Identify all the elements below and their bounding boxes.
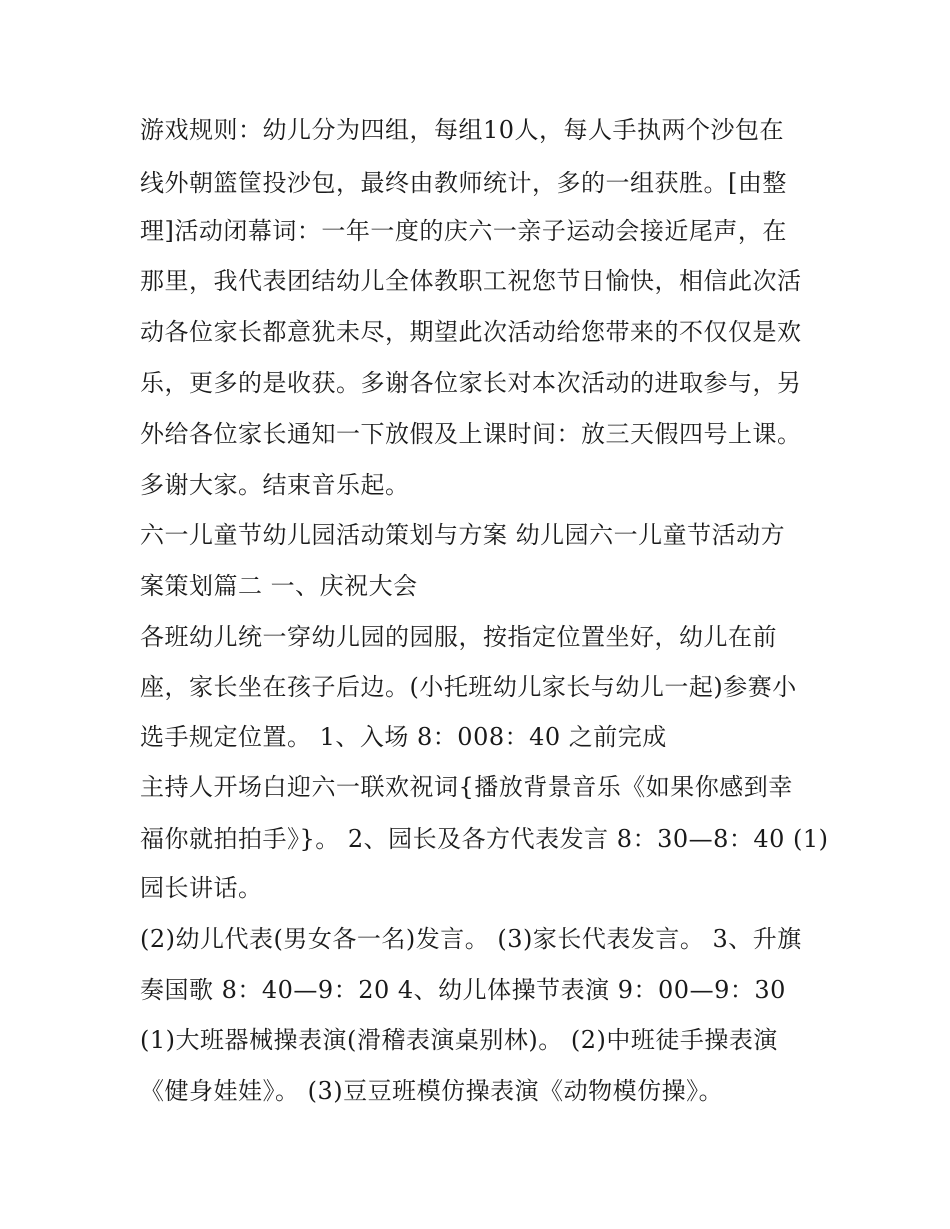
text-line: 那里，我代表团结幼儿全体教职工祝您节日愉快，相信此次活 bbox=[140, 267, 802, 295]
text-line: 乐，更多的是收获。多谢各位家长对本次活动的进取参与，另 bbox=[140, 369, 802, 397]
text-line: 奏国歌 8：40—9：20 4、幼儿体操节表演 9：00—9：30 bbox=[140, 976, 786, 1004]
text-line: (2)幼儿代表(男女各一名)发言。 (3)家长代表发言。 3、升旗 bbox=[140, 925, 802, 953]
section-heading-line: 案策划篇二 一、庆祝大会 bbox=[140, 572, 418, 600]
text-line: 主持人开场白迎六一联欢祝词{播放背景音乐《如果你感到幸 bbox=[140, 773, 793, 801]
text-line: 座，家长坐在孩子后边。(小托班幼儿家长与幼儿一起)参赛小 bbox=[140, 673, 797, 701]
text-line: 选手规定位置。 1、入场 8：008：40 之前完成 bbox=[140, 723, 667, 751]
text-line: 各班幼儿统一穿幼儿园的园服，按指定位置坐好，幼儿在前 bbox=[140, 623, 777, 651]
section-heading-line: 六一儿童节幼儿园活动策划与方案 幼儿园六一儿童节活动方 bbox=[140, 521, 786, 549]
text-line: (1)大班器械操表演(滑稽表演桌别林)。 (2)中班徒手操表演 bbox=[140, 1026, 778, 1054]
text-line: 动各位家长都意犹未尽，期望此次活动给您带来的不仅仅是欢 bbox=[140, 318, 802, 346]
text-line: 外给各位家长通知一下放假及上课时间：放三天假四号上课。 bbox=[140, 420, 802, 448]
text-line: 《健身娃娃》。 (3)豆豆班模仿操表演《动物模仿操》。 bbox=[140, 1077, 724, 1105]
text-line: 园长讲话。 bbox=[140, 874, 263, 902]
text-line: 线外朝篮筐投沙包，最终由教师统计，多的一组获胜。[由整 bbox=[140, 169, 787, 197]
text-line: 理]活动闭幕词：一年一度的庆六一亲子运动会接近尾声，在 bbox=[140, 217, 787, 245]
text-line: 多谢大家。结束音乐起。 bbox=[140, 471, 410, 499]
text-line: 福你就拍拍手》}。 2、园长及各方代表发言 8：30—8：40 (1) bbox=[140, 825, 829, 853]
text-line: 游戏规则：幼儿分为四组，每组10人，每人手执两个沙包在 bbox=[140, 116, 785, 144]
